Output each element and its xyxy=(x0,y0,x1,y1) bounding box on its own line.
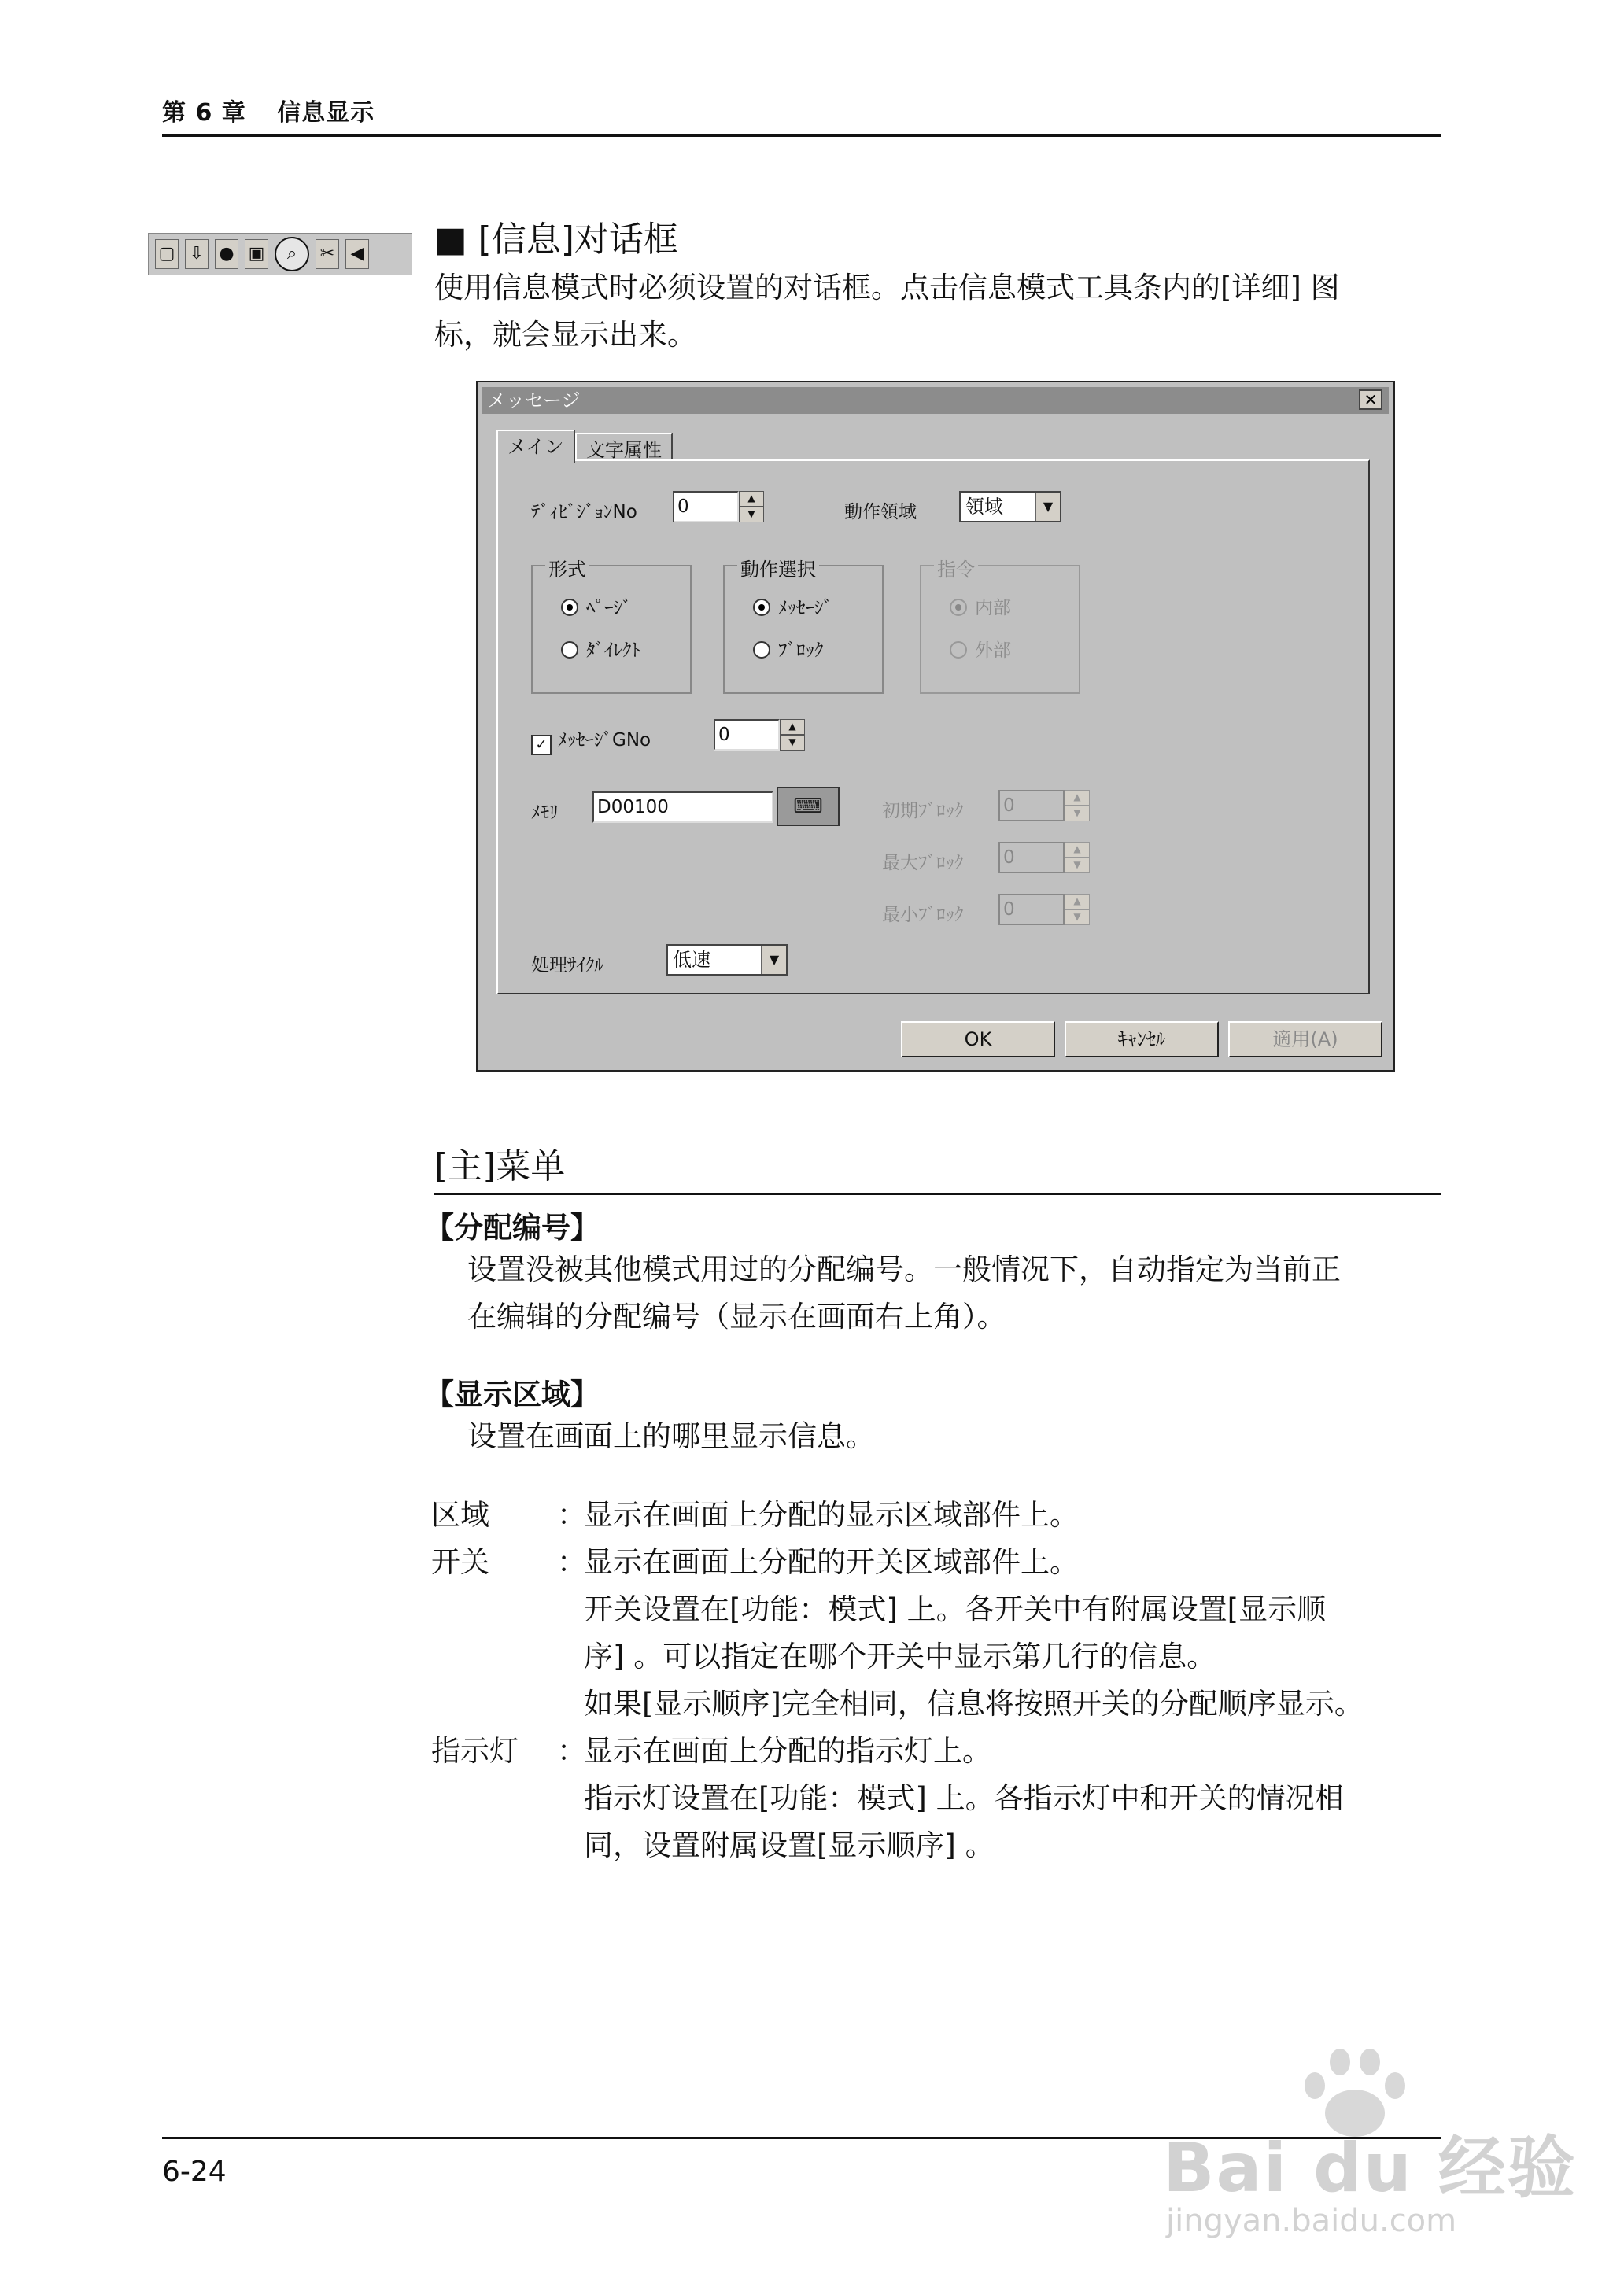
apply-button[interactable]: 適用(A) xyxy=(1228,1021,1382,1057)
header-rule xyxy=(162,134,1441,137)
cut-icon: ✂ xyxy=(316,239,339,269)
init-block-input[interactable]: 0 xyxy=(998,790,1065,821)
chapter-header xyxy=(162,93,375,127)
screen-icon: ▢ xyxy=(155,239,179,269)
item-switch-line-1: 显示在画面上分配的开关区域部件上。 xyxy=(584,1545,1079,1579)
format-page-radio[interactable]: ﾍﾟｰｼﾞ xyxy=(561,593,632,619)
memory-label: ﾒﾓﾘ xyxy=(531,802,559,823)
message-gno-checkbox[interactable] xyxy=(531,725,651,755)
watermark-brand: Bai du 经验 xyxy=(1163,2129,1577,2208)
assign-no-line-2: 在编辑的分配编号（显示在画面右上角）。 xyxy=(467,1300,1006,1334)
memory-icon: ▣ xyxy=(245,239,268,269)
chevron-down-icon: ▼ xyxy=(1035,493,1060,521)
keyboard-button[interactable] xyxy=(777,787,840,826)
item-colon: ： xyxy=(557,1545,586,1579)
action-select-group-title: 動作選択 xyxy=(737,554,819,581)
display-area-desc: 设置在画面上的哪里显示信息。 xyxy=(467,1419,875,1453)
command-internal-radio[interactable]: 内部 xyxy=(950,593,1011,619)
keyboard-icon: ⌨ xyxy=(793,795,823,818)
command-external-radio[interactable]: 外部 xyxy=(950,636,1011,662)
tab-main[interactable]: メイン xyxy=(496,430,575,463)
memory-input[interactable]: D00100 xyxy=(592,791,773,823)
exit-icon: ◀ xyxy=(345,239,369,269)
tab-text-attributes[interactable]: 文字属性 xyxy=(575,433,673,461)
cycle-value: 低速 xyxy=(673,949,710,971)
min-block-spinner[interactable]: ▲ ▼ xyxy=(1065,894,1090,925)
cycle-label: 処理ｻｲｸﾙ xyxy=(531,955,603,976)
message-gno-label: ﾒｯｾｰｼﾞGNo xyxy=(558,730,651,751)
main-menu-rule xyxy=(434,1193,1441,1195)
command-group-title: 指令 xyxy=(934,554,978,581)
format-group-title: 形式 xyxy=(545,554,589,581)
item-colon: ： xyxy=(557,1734,586,1768)
watermark-url: jingyan.baidu.com xyxy=(1166,2203,1457,2239)
item-switch-line-3: 序] 。可以指定在哪个开关中显示第几行的信息。 xyxy=(584,1640,1216,1673)
item-switch-line-2: 开关设置在[功能：模式] 上。各开关中有附属设置[显示顺 xyxy=(584,1592,1327,1626)
search-icon: ⌕ xyxy=(275,237,309,271)
command-group xyxy=(920,559,1080,694)
section-title: ■ [信息]对话框 xyxy=(434,220,678,260)
dialog-titlebar xyxy=(482,387,1389,414)
ok-button[interactable]: OK xyxy=(901,1021,1055,1057)
chapter-title: 信息显示 xyxy=(277,99,375,127)
intro-line-1: 使用信息模式时必须设置的对话框。点击信息模式工具条内的[详细] 图 xyxy=(434,271,1340,304)
download-icon: ⇩ xyxy=(185,239,209,269)
page-number: 6-24 xyxy=(162,2156,227,2188)
format-direct-radio[interactable]: ﾀﾞｲﾚｸﾄ xyxy=(561,636,640,662)
cycle-select[interactable] xyxy=(666,944,788,976)
check-icon: ✓ xyxy=(531,735,552,755)
action-block-radio[interactable]: ﾌﾞﾛｯｸ xyxy=(753,636,824,662)
assign-no-title: 【分配编号】 xyxy=(425,1211,600,1245)
close-button[interactable]: ✕ xyxy=(1359,389,1382,410)
action-area-label: 動作領域 xyxy=(844,502,917,522)
max-block-label: 最大ﾌﾞﾛｯｸ xyxy=(882,853,964,873)
format-group xyxy=(531,559,692,694)
item-lamp-line-1: 显示在画面上分配的指示灯上。 xyxy=(584,1734,991,1768)
init-block-spinner[interactable]: ▲ ▼ xyxy=(1065,790,1090,821)
item-switch-line-4: 如果[显示顺序]完全相同，信息将按照开关的分配顺序显示。 xyxy=(584,1687,1364,1721)
item-term-lamp: 指示灯 xyxy=(431,1734,519,1768)
object-icon: ● xyxy=(215,239,238,269)
min-block-input[interactable]: 0 xyxy=(998,894,1065,925)
message-gno-spinner[interactable]: ▲ ▼ xyxy=(780,719,805,751)
division-spinner[interactable]: ▲ ▼ xyxy=(739,491,764,522)
item-colon: ： xyxy=(557,1498,586,1532)
display-area-title: 【显示区域】 xyxy=(425,1378,600,1411)
item-area-line-1: 显示在画面上分配的显示区域部件上。 xyxy=(584,1498,1079,1532)
action-select-group xyxy=(723,559,884,694)
action-area-value: 領域 xyxy=(965,496,1003,518)
max-block-input[interactable]: 0 xyxy=(998,842,1065,873)
item-lamp-line-2: 指示灯设置在[功能：模式] 上。各指示灯中和开关的情况相 xyxy=(584,1781,1344,1815)
item-term-switch: 开关 xyxy=(431,1545,489,1579)
message-mode-toolbar xyxy=(148,233,412,275)
message-gno-input[interactable]: 0 xyxy=(714,719,780,751)
intro-line-2: 标，就会显示出来。 xyxy=(434,318,696,352)
chapter-number: 第 6 章 xyxy=(162,99,246,127)
action-area-select[interactable] xyxy=(959,491,1061,522)
message-dialog xyxy=(476,381,1395,1072)
chevron-down-icon: ▼ xyxy=(761,946,786,974)
action-message-radio[interactable]: ﾒｯｾｰｼﾞ xyxy=(753,593,832,619)
division-label: ﾃﾞｨﾋﾞｼﾞｮﾝNo xyxy=(531,502,637,522)
max-block-spinner[interactable]: ▲ ▼ xyxy=(1065,842,1090,873)
item-term-area: 区域 xyxy=(431,1498,489,1532)
min-block-label: 最小ﾌﾞﾛｯｸ xyxy=(882,905,964,925)
item-lamp-line-3: 同，设置附属设置[显示顺序] 。 xyxy=(584,1828,995,1862)
main-menu-title: [主]菜单 xyxy=(434,1146,566,1186)
init-block-label: 初期ﾌﾞﾛｯｸ xyxy=(882,801,964,821)
assign-no-line-1: 设置没被其他模式用过的分配编号。一般情况下，自动指定为当前正 xyxy=(467,1252,1341,1286)
division-input[interactable]: 0 xyxy=(673,491,739,522)
dialog-title: メッセージ xyxy=(487,389,581,411)
cancel-button[interactable]: ｷｬﾝｾﾙ xyxy=(1065,1021,1219,1057)
